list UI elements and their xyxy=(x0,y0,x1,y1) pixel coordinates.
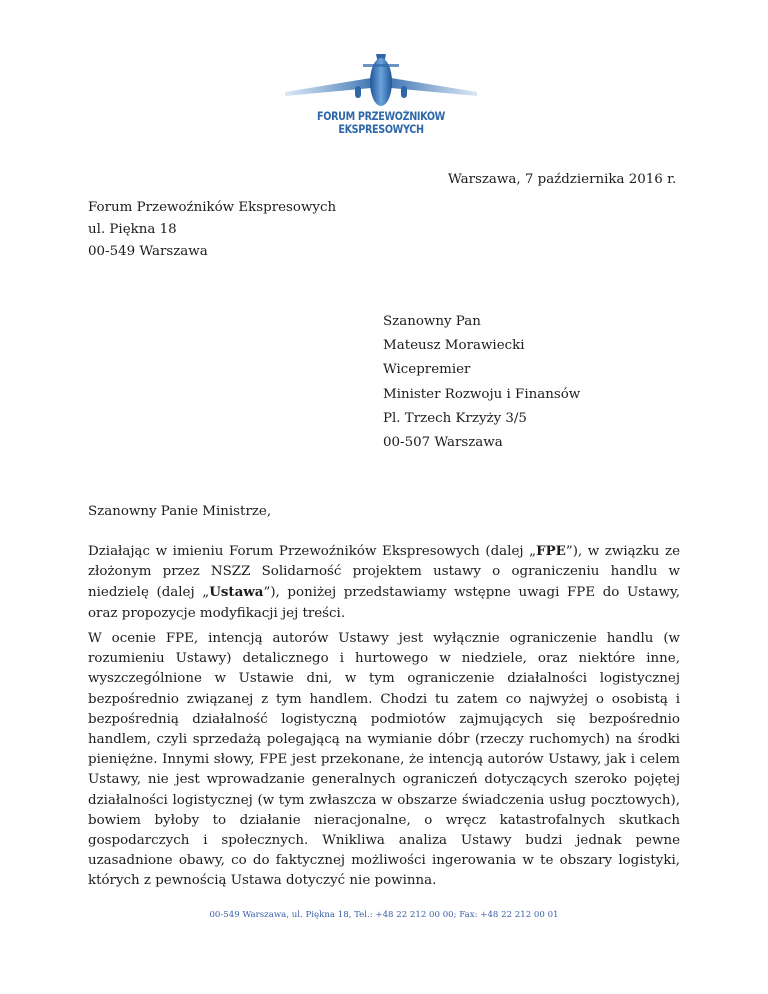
letter-date: Warszawa, 7 października 2016 r. xyxy=(448,172,677,187)
text-segment: ”), w związku ze złożonym przez NSZZ Solidarność projektem ustawy o ograniczeniu handlu w niedzielę (dalej „ xyxy=(88,544,680,601)
recipient-line: Minister Rozwoju i Finansów xyxy=(383,386,581,402)
sender-address xyxy=(88,197,336,263)
recipient-line: Wicepremier xyxy=(383,362,471,378)
sender-street: ul. Piękna 18 xyxy=(88,222,177,237)
text-segment: ”), poniżej przedstawiamy wstępne uwagi FPE do Ustawy, oraz propozycje modyfikacji jej treści. xyxy=(88,585,680,621)
paragraph-body: W ocenie FPE, intencją autorów Ustawy jest wyłącznie ograniczenie handlu (w rozumieniu Ustawy) detalicznego i hurtowego w niedziele, oraz niektóre inne, wyszczególnione w Ustawie dni, w tym ograniczenie działalności logistycznej bezpośrednio związanej z tym handlem. Chodzi tu zatem co najwyżej o osobistą i bezpośrednią działalność logistyczną podmiotów zajmujących się bezpośrednio handlem, czyli sprzedażą polegającą na wymianie dóbr (rzeczy ruchomych) na środki pieniężne. Innymi słowy, FPE jest przekonane, że intencją autorów Ustawy, jak i celem Ustawy, nie jest wprowadzanie generalnych ograniczeń dotyczących szeroko pojętej działalności logistycznej (w tym zwłaszcza w obszarze świadczenia usług pocztowych), bowiem byłoby to działanie nieracjonalne, o wręcz katastrofalnych skutkach gospodarczych i społecznych. Wnikliwa analiza Ustawy budzi jednak pewne uzasadnione obawy, co do faktycznej możliwości ingerowania w te obszary logistyki, których z pewnością Ustawa dotyczyć nie powinna. xyxy=(88,631,680,889)
recipient-line: Szanowny Pan xyxy=(383,314,481,329)
bold-term: FPE xyxy=(536,543,566,559)
sender-city: 00-549 Warszawa xyxy=(88,244,208,259)
text-segment: Działając w imieniu Forum Przewoźników Ekspresowych (dalej „ xyxy=(88,544,537,559)
logo xyxy=(283,52,479,136)
airplane-icon xyxy=(283,52,479,110)
recipient-address xyxy=(383,310,580,455)
recipient-line: Mateusz Morawiecki xyxy=(383,338,525,354)
paragraph-intro xyxy=(88,541,680,624)
salutation: Szanowny Panie Ministrze, xyxy=(88,504,272,519)
recipient-line: 00-507 Warszawa xyxy=(383,435,503,451)
footer-contact: 00-549 Warszawa, ul. Piękna 18, Tel.: +48 22 212 00 00; Fax: +48 22 212 00 01 xyxy=(209,910,559,920)
logo-text: FORUM PRZEWOŹNIKÓW EKSPRESOWYCH xyxy=(317,110,445,136)
bold-term: Ustawa xyxy=(209,584,264,601)
sender-name: Forum Przewoźników Ekspresowych xyxy=(88,200,337,215)
recipient-line: Pl. Trzech Krzyży 3/5 xyxy=(383,410,527,426)
